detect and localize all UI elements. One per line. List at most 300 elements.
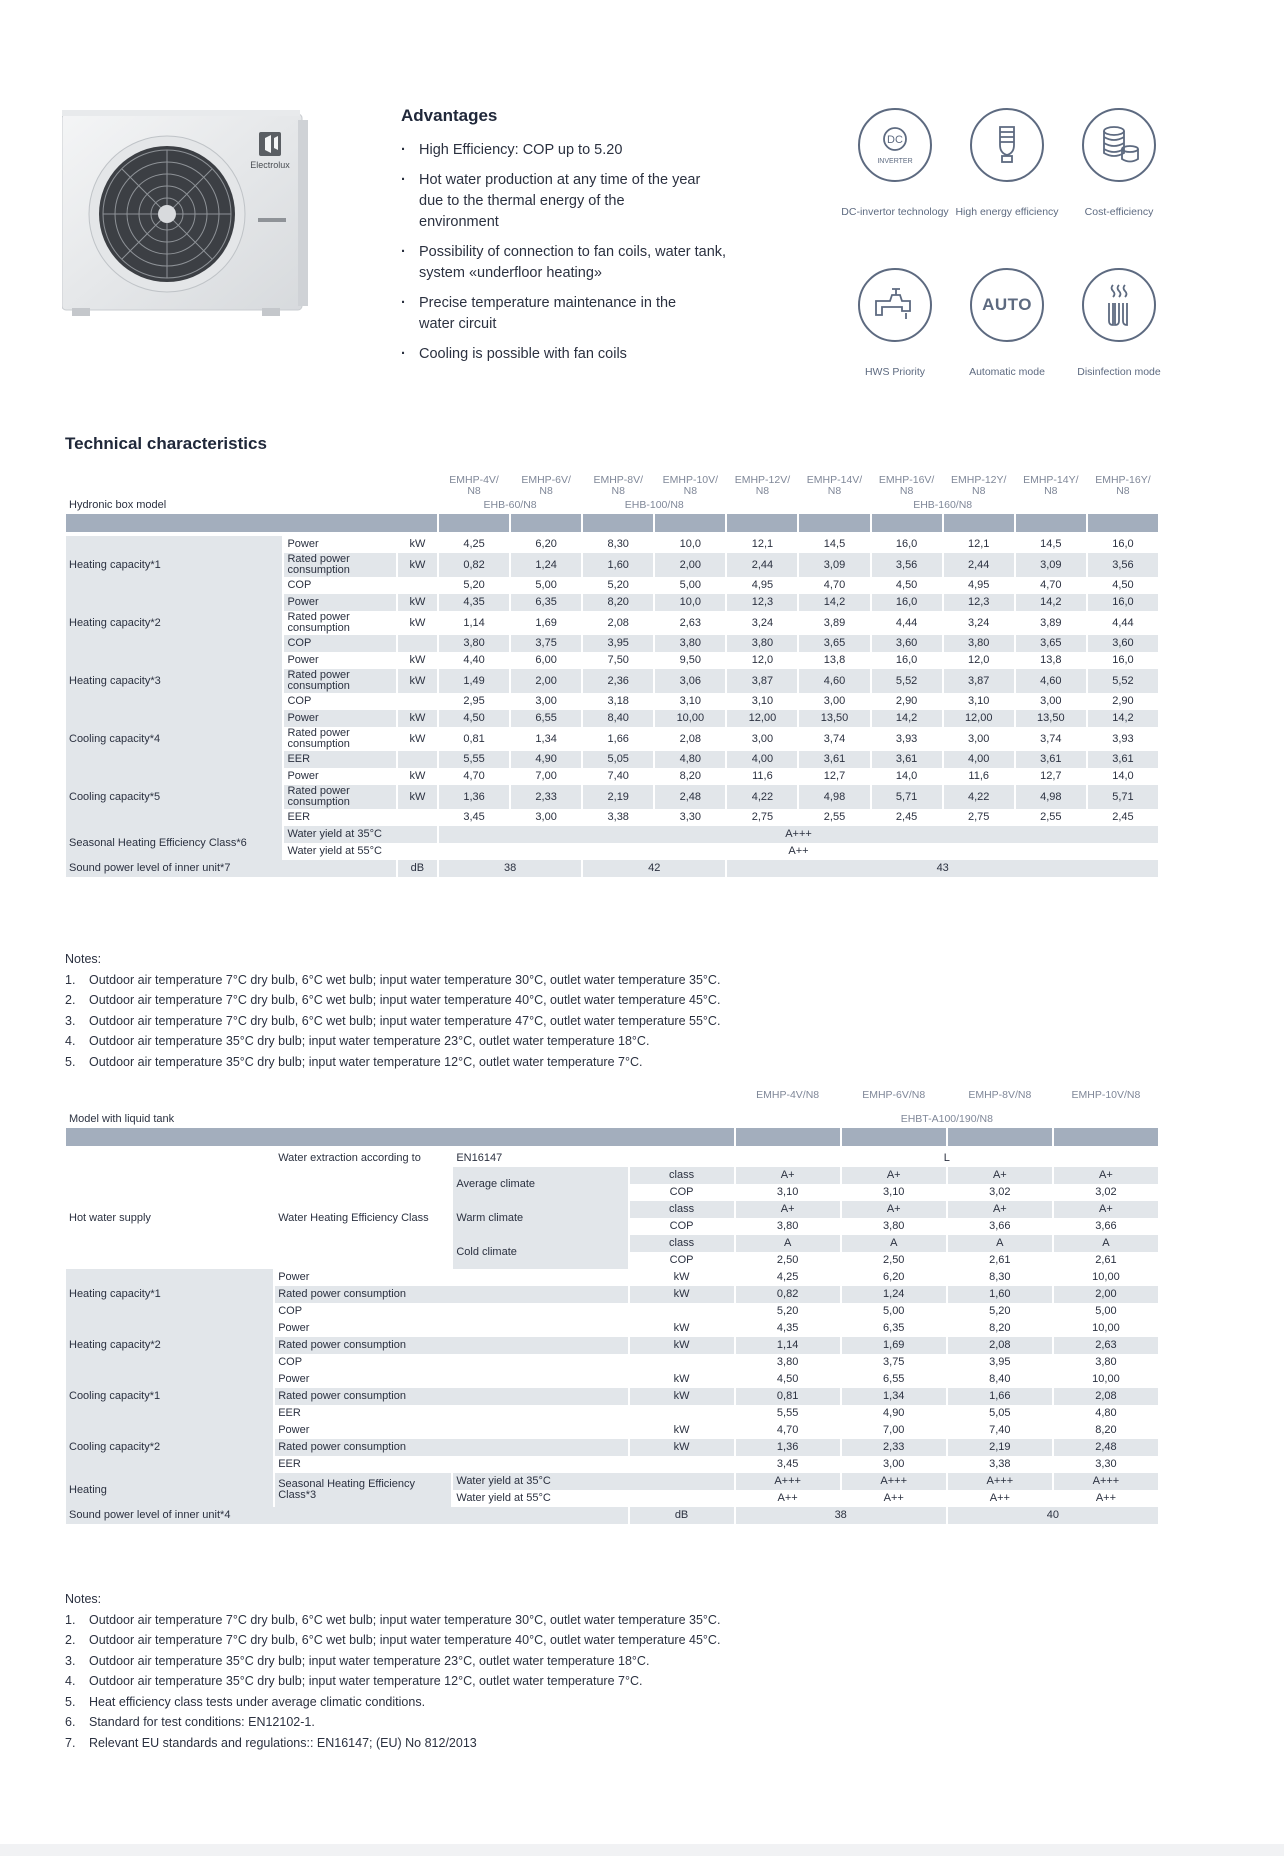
- value-cell: A+++: [1054, 1473, 1158, 1490]
- footer-band: [0, 1844, 1284, 1856]
- param-label: COP: [278, 1305, 303, 1317]
- value-cell: 4,95: [967, 579, 990, 591]
- value-cell: 38: [736, 1507, 946, 1524]
- note-item: [65, 1631, 720, 1651]
- value-cell: A+: [842, 1201, 946, 1218]
- note-item: [65, 1012, 720, 1032]
- note-text: Outdoor air temperature 35°C dry bulb; input water temperature 12°C, outlet water temperature 7°C.: [89, 1674, 643, 1688]
- value-cell: A++: [883, 1492, 904, 1504]
- value-cell: 5,71: [872, 785, 942, 809]
- feature-disinfection: [1064, 268, 1174, 378]
- param-label: COP: [287, 579, 312, 591]
- value-cell: 3,75: [883, 1356, 905, 1368]
- value-cell: A+++: [948, 1473, 1052, 1490]
- value-cell: 3,38: [607, 811, 629, 823]
- value-cell: 8,40: [583, 710, 653, 727]
- value-cell: 3,10: [776, 1186, 799, 1198]
- value-cell: 3,74: [823, 732, 846, 745]
- value-cell: 3,75: [511, 635, 581, 652]
- unit: kW: [398, 710, 437, 727]
- param-label: Rated power consumption: [275, 1286, 627, 1303]
- model-name: EMHP-6V/ N8: [521, 474, 571, 497]
- value-cell: 3,56: [1088, 553, 1158, 577]
- model-name: EMHP-4V/ N8: [449, 474, 499, 497]
- param-label: Rated power consumption: [284, 553, 395, 577]
- param-label: COP: [284, 635, 395, 652]
- feature-label: DC-invertor technology: [841, 206, 949, 218]
- value-cell: 3,80: [776, 1356, 799, 1368]
- value-cell: 1,36: [439, 785, 509, 809]
- unit: [630, 1303, 734, 1320]
- value-cell: 1,14: [736, 1337, 840, 1354]
- value-cell: 5,20: [989, 1305, 1011, 1317]
- value-cell: 6,35: [883, 1322, 905, 1334]
- value-cell: 12,3: [944, 594, 1014, 611]
- model-name: EMHP-12V/ N8: [734, 474, 791, 497]
- value-cell: 4,50: [439, 710, 509, 727]
- value-cell: 2,75: [751, 811, 774, 823]
- value-cell: 14,2: [1016, 594, 1086, 611]
- advantages-list: [401, 140, 761, 365]
- model-name: EMHP-4V/N8: [756, 1088, 820, 1101]
- tap-icon: [858, 268, 932, 342]
- table-row: [66, 860, 1158, 877]
- unit: dB: [630, 1507, 734, 1524]
- value-cell: 3,02: [989, 1186, 1011, 1198]
- table-row: [66, 652, 1158, 669]
- value-cell: 13,8: [823, 654, 846, 666]
- dc-inverter-icon: [858, 108, 932, 182]
- unit: class: [630, 1167, 734, 1184]
- value-cell: 1,60: [948, 1286, 1052, 1303]
- note-item: [65, 1652, 720, 1672]
- value-cell: 13,50: [1016, 710, 1086, 727]
- value-cell: 3,60: [1088, 635, 1158, 652]
- unit: COP: [669, 1254, 694, 1266]
- value-cell: 4,60: [1016, 669, 1086, 693]
- tech-notes: [65, 950, 720, 1073]
- value-cell: 3,10: [679, 695, 702, 707]
- value-cell: 1,49: [439, 669, 509, 693]
- value-cell: 12,1: [751, 538, 774, 550]
- value-cell: 3,45: [776, 1458, 799, 1470]
- table-row: [66, 768, 1158, 785]
- value-cell: 2,50: [883, 1254, 905, 1266]
- unit: kW: [398, 594, 437, 611]
- value-cell: 5,71: [1088, 785, 1158, 809]
- climate-label: Warm climate: [453, 1201, 627, 1235]
- value-cell: 6,20: [883, 1271, 905, 1283]
- value-cell: 2,19: [583, 785, 653, 809]
- value-cell: 0,82: [736, 1286, 840, 1303]
- value-cell: 12,7: [823, 770, 846, 782]
- param-label: Rated power consumption: [284, 669, 395, 693]
- model-header-row: [66, 1085, 1158, 1105]
- value-cell: 4,70: [823, 579, 846, 591]
- brand-logo-text: Electrolux: [250, 160, 290, 170]
- value-cell: 5,52: [1088, 669, 1158, 693]
- value-cell: 2,33: [511, 785, 581, 809]
- value-cell: 1,60: [583, 553, 653, 577]
- group-name: Cooling capacity*2: [66, 1422, 273, 1473]
- group-name: Cooling capacity*4: [66, 710, 282, 768]
- value-cell: 13,8: [1040, 654, 1062, 666]
- value-cell: 3,00: [535, 695, 557, 707]
- value-cell: 5,05: [989, 1407, 1011, 1419]
- value-cell: 3,00: [1040, 695, 1062, 707]
- note-item: [65, 991, 720, 1011]
- param-label: Power: [284, 710, 395, 727]
- value-cell: 2,63: [1054, 1337, 1158, 1354]
- value-cell: 4,80: [1095, 1407, 1117, 1419]
- unit: [398, 635, 437, 652]
- model-name: EMHP-16V/ N8: [878, 474, 935, 497]
- advantage-item: · High Efficiency: COP up to 5.20: [401, 140, 719, 161]
- param-label: Power: [278, 1271, 310, 1283]
- value-cell: 11,6: [752, 770, 773, 782]
- value-cell: 7,40: [607, 770, 629, 782]
- value-cell: 4,70: [1040, 579, 1062, 591]
- value-cell: 4,44: [1112, 616, 1134, 629]
- value-cell: 6,00: [535, 654, 557, 666]
- value-cell: 0,82: [439, 553, 509, 577]
- value-cell: A+: [736, 1201, 840, 1218]
- unit: kW: [630, 1337, 734, 1354]
- value-cell: A++: [777, 1492, 798, 1504]
- unit: COP: [669, 1186, 694, 1198]
- value-cell: 2,45: [1112, 811, 1134, 823]
- feature-label: Automatic mode: [969, 366, 1045, 378]
- value-cell: 14,5: [1040, 538, 1062, 550]
- param-label: Power: [287, 770, 319, 782]
- unit: kW: [673, 1373, 690, 1385]
- unit: kW: [409, 538, 426, 550]
- note-text: Outdoor air temperature 7°C dry bulb, 6°C wet bulb; input water temperature 30°C, outlet water temperature 35°C.: [89, 1612, 721, 1627]
- value-cell: 3,61: [1088, 751, 1158, 768]
- value-cell: 1,34: [535, 732, 557, 745]
- feature-label: High energy efficiency: [955, 206, 1059, 218]
- group-name: Cooling capacity*5: [66, 768, 282, 826]
- note-number: 6.: [65, 1715, 76, 1729]
- note-number: 5.: [65, 1694, 76, 1709]
- value-cell: 5,52: [872, 669, 942, 693]
- group-name: Heating capacity*2: [66, 1320, 273, 1371]
- param-label: Rated power consumption: [287, 611, 350, 634]
- value-cell: 3,65: [1016, 635, 1086, 652]
- value-cell: 9,50: [679, 654, 702, 666]
- note-item: [65, 1032, 720, 1052]
- value-cell: A: [948, 1235, 1052, 1252]
- param-label: Water yield at 35°C: [284, 826, 437, 843]
- value-cell: A+: [842, 1167, 946, 1184]
- value-cell: 2,95: [463, 695, 485, 707]
- value-cell: 8,30: [989, 1271, 1011, 1283]
- model-name: EMHP-10V/ N8: [662, 474, 719, 497]
- value-cell: 43: [727, 860, 1158, 877]
- value-cell: 4,95: [751, 579, 774, 591]
- value-cell: 2,08: [948, 1337, 1052, 1354]
- table-row: [66, 1269, 1158, 1286]
- param-label: Water yield at 55°C: [456, 1492, 551, 1504]
- param-label: EER: [278, 1458, 301, 1470]
- value-cell: 4,98: [799, 785, 869, 809]
- value-cell: 1,34: [842, 1388, 946, 1405]
- param-label: EER: [284, 751, 395, 768]
- value-cell: A+: [1054, 1201, 1158, 1218]
- value-cell: 4,70: [776, 1424, 799, 1436]
- model-label: Model with liquid tank: [69, 1113, 175, 1125]
- advantages-title: Advantages: [401, 106, 498, 125]
- climate-label: Average climate: [453, 1167, 627, 1201]
- unit: kW: [630, 1286, 734, 1303]
- note-text: Outdoor air temperature 7°C dry bulb, 6°C wet bulb; input water temperature 47°C, outlet water temperature 55°C.: [89, 1013, 721, 1028]
- value-cell: 1,24: [511, 553, 581, 577]
- value-cell: 4,22: [727, 785, 797, 809]
- value-cell: 5,00: [1095, 1305, 1117, 1317]
- hydronic-box-model: EHB-60/N8: [483, 499, 537, 511]
- advantage-item: · Possibility of connection to fan coils, water tank, system «underfloor heating»: [401, 242, 759, 284]
- value-cell: 2,61: [989, 1254, 1011, 1266]
- value-cell: 5,55: [776, 1407, 799, 1419]
- value-cell: 2,08: [607, 616, 629, 629]
- note-number: 3.: [65, 1013, 76, 1028]
- feature-auto: [952, 268, 1062, 378]
- note-number: 2.: [65, 993, 76, 1007]
- value-cell: 3,80: [944, 635, 1014, 652]
- value-cell: A+++: [842, 1473, 946, 1490]
- value-cell: 4,35: [439, 594, 509, 611]
- value-cell: 7,40: [989, 1424, 1011, 1436]
- value-cell: 3,09: [1016, 553, 1086, 577]
- value-cell: 2,00: [1054, 1286, 1158, 1303]
- value-cell: 5,00: [883, 1305, 905, 1317]
- coins-icon: [1082, 108, 1156, 182]
- value-cell: 2,44: [727, 553, 797, 577]
- param-label: Rated power consumption: [284, 785, 395, 809]
- table-row: [66, 1422, 1158, 1439]
- table-row: [66, 1507, 1158, 1524]
- value-cell: 2,63: [679, 616, 702, 629]
- value-cell: 38: [439, 860, 581, 877]
- value-cell: 3,24: [751, 616, 774, 629]
- tank-table: [64, 1085, 1160, 1524]
- param-label: COP: [287, 695, 312, 707]
- feature-cost: [1064, 108, 1174, 218]
- note-text: Relevant EU standards and regulations:: EN16147; (EU) No 812/2013: [89, 1735, 477, 1750]
- unit: kW: [409, 732, 426, 745]
- value-cell: 2,48: [1054, 1439, 1158, 1456]
- value-cell: 5,55: [439, 751, 509, 768]
- feature-dc-inverter: [840, 108, 950, 218]
- value-cell: 5,00: [535, 579, 557, 591]
- group-name: Sound power level of inner unit*7: [66, 860, 396, 877]
- value-cell: 3,80: [776, 1220, 799, 1232]
- value-cell: 3,38: [989, 1458, 1011, 1470]
- value-cell: 5,20: [463, 579, 485, 591]
- value-cell: 4,25: [463, 538, 485, 550]
- value-cell: 10,00: [1092, 1271, 1120, 1283]
- table-row: [66, 1167, 1158, 1184]
- value-cell: 10,0: [679, 538, 702, 550]
- value-cell: A+++: [736, 1473, 840, 1490]
- value-cell: 2,55: [1040, 811, 1062, 823]
- value-cell: 16,0: [1112, 538, 1134, 550]
- value-cell: 6,55: [883, 1373, 905, 1385]
- value-cell: A+: [736, 1167, 840, 1184]
- model-name: EMHP-6V/N8: [862, 1088, 926, 1101]
- group-name: Sound power level of inner unit*4: [66, 1507, 628, 1524]
- value-cell: 0,81: [463, 732, 485, 745]
- note-item: [65, 1611, 720, 1631]
- note-number: 5.: [65, 1054, 76, 1069]
- unit: kW: [673, 1322, 690, 1334]
- tank-notes: [65, 1590, 720, 1754]
- model-label-row: [66, 1105, 1158, 1128]
- table-row: [66, 1150, 1158, 1167]
- value-cell: A: [842, 1235, 946, 1252]
- value-cell: 1,69: [535, 616, 557, 629]
- value-cell: 2,50: [776, 1254, 799, 1266]
- param-label: Rated power consumption: [275, 1439, 627, 1456]
- group-sub: Water Heating Efficiency Class: [278, 1211, 429, 1224]
- climate-label: Cold climate: [453, 1235, 627, 1269]
- value-cell: 6,20: [535, 538, 557, 550]
- value-cell: 2,55: [823, 811, 846, 823]
- value-cell: 16,0: [1088, 594, 1158, 611]
- value-cell: 2,36: [583, 669, 653, 693]
- value-cell: 16,0: [872, 594, 942, 611]
- value-cell: 4,25: [776, 1271, 799, 1283]
- param-label: COP: [278, 1356, 303, 1368]
- unit: kW: [673, 1271, 690, 1283]
- value-cell: 3,09: [799, 553, 869, 577]
- note-text: Outdoor air temperature 35°C dry bulb; input water temperature 23°C, outlet water temperature 18°C.: [89, 1034, 650, 1048]
- param-label: Water yield at 55°C: [287, 845, 382, 857]
- value-cell: 2,33: [842, 1439, 946, 1456]
- note-text: Outdoor air temperature 7°C dry bulb, 6°C wet bulb; input water temperature 30°C, outlet water temperature 35°C.: [89, 972, 721, 987]
- value-cell: 4,70: [463, 770, 485, 782]
- unit: [398, 751, 437, 768]
- value-cell: 12,0: [751, 654, 774, 666]
- value-cell: 3,56: [872, 553, 942, 577]
- note-number: 2.: [65, 1633, 76, 1647]
- value-cell: 4,60: [799, 669, 869, 693]
- value-cell: 3,30: [1095, 1458, 1117, 1470]
- auto-icon: [970, 268, 1044, 342]
- advantages-block: [401, 106, 761, 374]
- value-cell: 3,18: [607, 695, 629, 707]
- group-name: Seasonal Heating Efficiency Class*6: [66, 826, 282, 860]
- value-cell: 14,2: [872, 710, 942, 727]
- value-cell: 4,50: [1112, 579, 1134, 591]
- group-name: Cooling capacity*1: [66, 1371, 273, 1422]
- value-cell: 3,10: [967, 695, 990, 707]
- note-number: 1.: [65, 1612, 76, 1627]
- value-cell: 10,00: [655, 710, 725, 727]
- note-item: [65, 1693, 720, 1713]
- value-cell: 0,81: [736, 1388, 840, 1405]
- table-row: [66, 594, 1158, 611]
- value-cell: 16,0: [895, 654, 918, 666]
- value-cell: 3,89: [1040, 616, 1062, 629]
- value-cell: 3,80: [439, 635, 509, 652]
- feature-icons: [840, 108, 1240, 408]
- value-cell: 12,3: [727, 594, 797, 611]
- unit: kW: [409, 770, 426, 782]
- feature-label: HWS Priority: [864, 366, 926, 378]
- disinfection-icon: [1082, 268, 1156, 342]
- value-cell: 4,80: [655, 751, 725, 768]
- model-name: EMHP-12Y/ N8: [950, 474, 1007, 497]
- param-label: Rated power consumption: [287, 727, 350, 750]
- model-name: EMHP-8V/N8: [968, 1088, 1032, 1101]
- param-label: Power: [278, 1424, 310, 1436]
- value-cell: 5,05: [583, 751, 653, 768]
- value-cell: 6,55: [511, 710, 581, 727]
- table-row: [66, 710, 1158, 727]
- value-cell: 2,19: [948, 1439, 1052, 1456]
- unit: kW: [409, 654, 426, 666]
- value-cell: A++: [1095, 1492, 1117, 1504]
- value-cell: 1,36: [736, 1439, 840, 1456]
- value-cell: 42: [583, 860, 725, 877]
- value-cell: 3,61: [1016, 751, 1086, 768]
- value-cell: 12,0: [967, 654, 990, 666]
- value-cell: A: [736, 1235, 840, 1252]
- table-row: [66, 1320, 1158, 1337]
- param-label: Power: [284, 594, 395, 611]
- model-name: EMHP-10V/N8: [1071, 1088, 1141, 1101]
- value-cell: 2,48: [655, 785, 725, 809]
- value-cell: 10,00: [1092, 1373, 1120, 1385]
- param-label: Rated power consumption: [275, 1337, 627, 1354]
- unit: [398, 577, 437, 594]
- advantage-item: · Precise temperature maintenance in the water circuit: [401, 293, 689, 335]
- value-cell: 16,0: [895, 538, 918, 550]
- value-cell: 3,00: [823, 695, 846, 707]
- note-number: 1.: [65, 972, 76, 987]
- model-header-row: [66, 471, 1158, 497]
- advantage-item: · Cooling is possible with fan coils: [401, 344, 719, 365]
- value-cell: 12,7: [1040, 770, 1062, 782]
- value-cell: 6,35: [511, 594, 581, 611]
- unit: kW: [398, 669, 437, 693]
- value-cell: 3,61: [872, 751, 942, 768]
- unit: kW: [630, 1388, 734, 1405]
- value-cell: 5,00: [679, 579, 702, 591]
- group-name: Heating: [66, 1473, 273, 1507]
- value-cell: A+: [1054, 1167, 1158, 1184]
- value-cell: 4,35: [776, 1322, 799, 1334]
- value-cell: 2,08: [679, 732, 702, 745]
- value-cell: 1,14: [463, 616, 485, 629]
- value-cell: 4,50: [895, 579, 918, 591]
- value-cell: 14,2: [799, 594, 869, 611]
- value-cell: 3,10: [883, 1186, 905, 1198]
- note-item: [65, 1053, 720, 1073]
- value-cell: 4,90: [511, 751, 581, 768]
- model-name: EMHP-16Y/ N8: [1095, 474, 1151, 497]
- value-cell: 1,24: [842, 1286, 946, 1303]
- dc-icon-text: DC: [887, 134, 903, 146]
- value-cell: 2,90: [1112, 695, 1134, 707]
- inverter-icon-text: INVERTER: [877, 158, 913, 165]
- param-label: EER: [278, 1407, 301, 1419]
- group-sub: Seasonal Heating Efficiency Class*3: [275, 1473, 451, 1507]
- value-cell: 3,95: [583, 635, 653, 652]
- note-number: 4.: [65, 1674, 76, 1688]
- value-cell: 3,00: [751, 732, 774, 745]
